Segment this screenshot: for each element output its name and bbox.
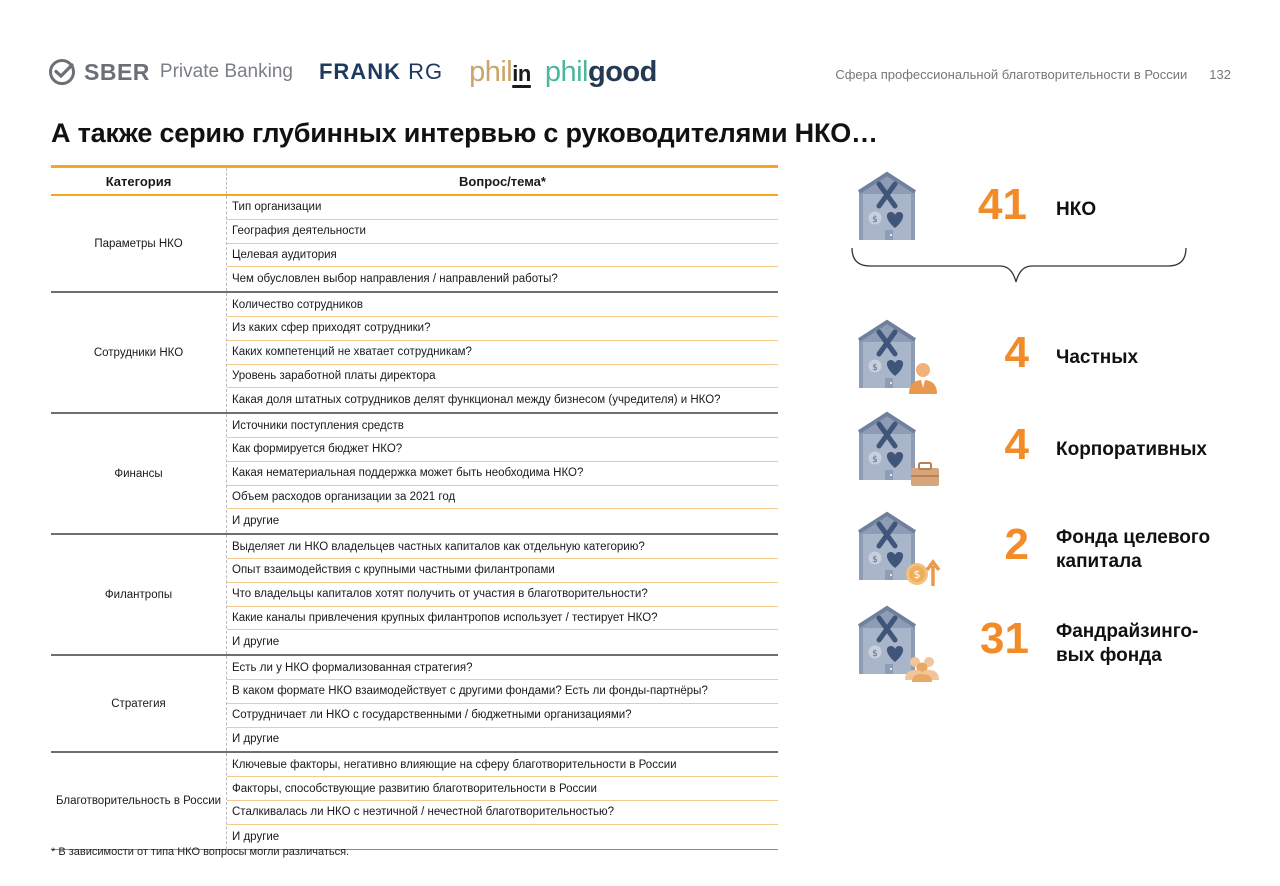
svg-text:$: $ bbox=[872, 649, 878, 659]
table-group bbox=[51, 656, 778, 753]
svg-text:$: $ bbox=[872, 555, 878, 565]
question-cell: И другие bbox=[232, 515, 280, 528]
question-cell: Сотрудничает ли НКО с государственными / бюджетными организациями? bbox=[227, 704, 778, 728]
stat-number: 31 bbox=[980, 614, 1029, 663]
stat-label-line: Частных bbox=[1056, 347, 1139, 368]
stat-number: 4 bbox=[1004, 420, 1029, 469]
sber-check-icon bbox=[48, 58, 76, 86]
philgood-logo-b: good bbox=[587, 55, 657, 88]
question-cell: Сталкивалась ли НКО с неэтичной / нечестной благотворительностью? bbox=[227, 801, 778, 825]
house-people-icon bbox=[855, 604, 945, 687]
section-title: Сфера профессиональной благотворительности в России bbox=[835, 67, 1188, 82]
svg-text:$: $ bbox=[872, 455, 878, 465]
stat-number: 41 bbox=[978, 180, 1027, 229]
question-cell: Какие каналы привлечения крупных филантропов использует / тестирует НКО? bbox=[227, 607, 778, 631]
philin-logo bbox=[469, 56, 531, 89]
question-cell: Количество сотрудников bbox=[227, 293, 778, 317]
question-cell: Из каких сфер приходят сотрудники? bbox=[227, 317, 778, 341]
sber-logo bbox=[48, 58, 293, 86]
stat-label bbox=[1056, 620, 1198, 668]
house-coin-growth-icon bbox=[855, 510, 945, 593]
question-cell: Тип организации bbox=[227, 196, 778, 220]
stat-label bbox=[1056, 526, 1210, 574]
question-cell: Есть ли у НКО формализованная стратегия? bbox=[227, 656, 778, 680]
category-cell: Благотворительность в России bbox=[51, 753, 227, 848]
svg-text:$: $ bbox=[872, 363, 878, 373]
footnote: * В зависимости от типа НКО вопросы могли различаться. bbox=[51, 846, 350, 858]
question-cell: И другие bbox=[232, 636, 280, 649]
question-cell: И другие bbox=[232, 830, 280, 843]
curly-brace bbox=[850, 246, 1190, 286]
question-cell: Опыт взаимодействия с крупными частными филантропами bbox=[227, 559, 778, 583]
stat-label bbox=[1056, 198, 1096, 222]
header-meta bbox=[835, 67, 1231, 82]
stat-label-line: Фонда целевого bbox=[1056, 527, 1211, 548]
stat-label bbox=[1056, 438, 1207, 462]
frank-logo-b: RG bbox=[408, 59, 444, 84]
header-category: Категория bbox=[51, 168, 227, 194]
house-person-icon bbox=[855, 318, 945, 401]
partner-logos bbox=[48, 52, 657, 92]
question-cell: Что владельцы капиталов хотят получить от участия в благотворительности? bbox=[227, 583, 778, 607]
question-cell: Уровень заработной платы директора bbox=[227, 365, 778, 389]
question-cell: Как формируется бюджет НКО? bbox=[227, 438, 778, 462]
stat-label-line: Корпоративных bbox=[1056, 439, 1207, 460]
category-cell: Филантропы bbox=[51, 535, 227, 654]
question-cell: Ключевые факторы, негативно влияющие на сферу благотворительности в России bbox=[227, 753, 778, 777]
frank-rg-logo bbox=[319, 59, 443, 85]
question-cell: Какая нематериальная поддержка может быть необходима НКО? bbox=[227, 462, 778, 486]
philgood-logo-a: phil bbox=[544, 55, 588, 88]
house-briefcase-icon bbox=[855, 410, 945, 493]
page-title: А также серию глубинных интервью с руководителями НКО… bbox=[51, 118, 878, 148]
question-cell: В каком формате НКО взаимодействует с другими фондами? Есть ли фонды-партнёры? bbox=[227, 680, 778, 704]
page-number: 132 bbox=[1209, 67, 1231, 82]
question-cell: Какая доля штатных сотрудников делят функционал между бизнесом (учредителя) и НКО? bbox=[232, 394, 721, 407]
stat-label bbox=[1056, 346, 1138, 370]
stat-label-line: капитала bbox=[1056, 551, 1142, 572]
svg-text:$: $ bbox=[913, 568, 921, 581]
header-question: Вопрос/тема* bbox=[459, 173, 546, 189]
question-cell: Факторы, способствующие развитию благотворительности в России bbox=[227, 777, 778, 801]
table-group bbox=[51, 293, 778, 414]
table-group bbox=[51, 196, 778, 293]
question-cell: География деятельности bbox=[227, 220, 778, 244]
frank-logo-a: FRANK bbox=[318, 59, 401, 84]
sber-logo-word: SBER bbox=[84, 58, 150, 85]
stat-number: 4 bbox=[1004, 328, 1029, 377]
table-group bbox=[51, 414, 778, 535]
question-cell: И другие bbox=[232, 733, 280, 746]
category-cell: Финансы bbox=[51, 414, 227, 533]
stat-label-line: вых фонда bbox=[1056, 645, 1162, 666]
question-cell: Источники поступления средств bbox=[227, 414, 778, 438]
question-cell: Каких компетенций не хватает сотрудникам? bbox=[227, 341, 778, 365]
sber-logo-sub: Private Banking bbox=[159, 61, 293, 82]
stat-label-line: Фандрайзинго- bbox=[1056, 621, 1199, 642]
category-cell: Сотрудники НКО bbox=[51, 293, 227, 412]
philgood-logo bbox=[545, 56, 657, 89]
category-cell: Стратегия bbox=[51, 656, 227, 751]
philin-logo-a: phil bbox=[469, 55, 513, 88]
question-cell: Выделяет ли НКО владельцев частных капиталов как отдельную категорию? bbox=[227, 535, 778, 559]
stat-number: 2 bbox=[1004, 520, 1029, 569]
category-cell: Параметры НКО bbox=[51, 196, 227, 291]
table-body bbox=[51, 196, 778, 850]
table-group bbox=[51, 753, 778, 849]
table-header bbox=[51, 168, 778, 196]
stat-label-line: НКО bbox=[1056, 199, 1097, 220]
question-cell: Объем расходов организации за 2021 год bbox=[227, 486, 778, 510]
interview-topics-table bbox=[51, 165, 778, 850]
ngo-house-icon bbox=[855, 170, 945, 253]
philin-logo-b: in bbox=[512, 60, 531, 86]
svg-text:$: $ bbox=[872, 215, 878, 225]
question-cell: Целевая аудитория bbox=[227, 244, 778, 268]
table-group bbox=[51, 535, 778, 656]
question-cell: Чем обусловлен выбор направления / направлений работы? bbox=[232, 273, 558, 286]
